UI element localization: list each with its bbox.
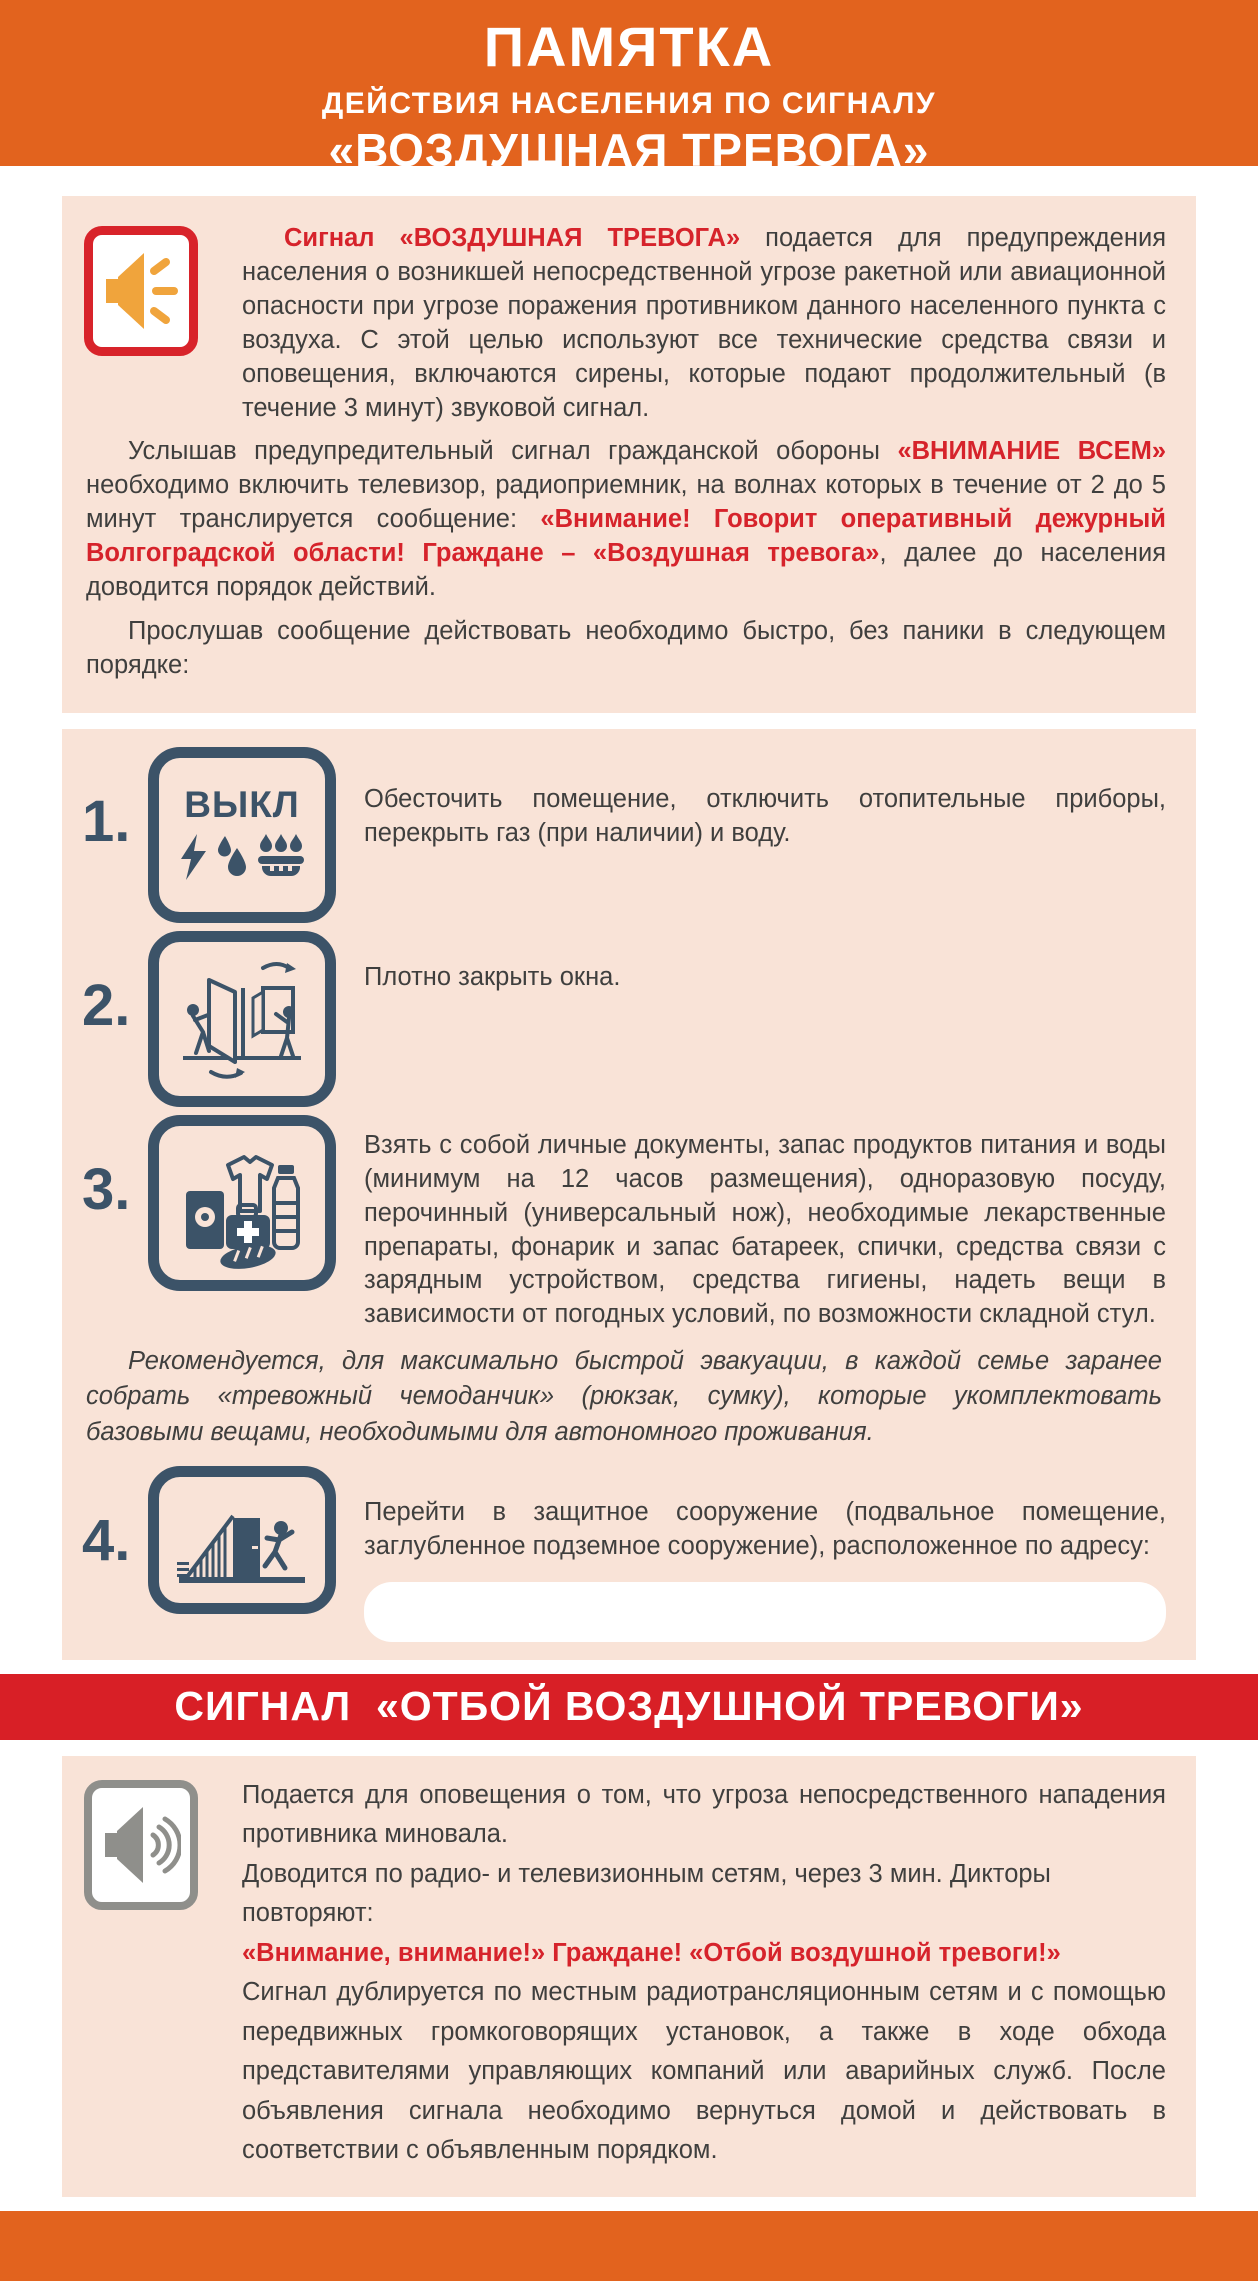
footer-strip <box>0 2211 1258 2281</box>
loudspeaker-allclear-icon <box>84 1780 198 1910</box>
step-1-row <box>82 747 1166 923</box>
go-bag-icon <box>148 1115 336 1291</box>
steps-panel <box>62 729 1196 1660</box>
go-bag-recommendation: Рекомендуется, для максимально быстрой эвакуации, в каждой семье заранее собрать «тревожный чемоданчик» (рюкзак, сумку), которые укомплектовать базовыми вещами, необходимыми для автономного проживания. <box>86 1347 1162 1446</box>
step-3-text: Взять с собой личные документы, запас продуктов питания и воды (минимум на 12 часов размещения), одноразовую посуду, перочинный (универсальный нож), необходимые лекарственные препараты, фонарик и запас батареек, спички, средства связи с зарядным устройством, средства гигиены, надеть вещи в зависимости от погодных условий, по возможности складной стул. <box>364 1130 1166 1329</box>
gas-burner-icon <box>256 834 306 885</box>
water-drop-icon <box>216 834 248 885</box>
step-1-text: Обесточить помещение, отключить отопительные приборы, перекрыть газ (при наличии) и воду. <box>364 784 1166 847</box>
signal-name-emphasis: Сигнал «ВОЗДУШНАЯ ТРЕВОГА» <box>284 224 741 252</box>
step-2-row <box>82 931 1166 1107</box>
header-subtitle: ДЕЙСТВИЯ НАСЕЛЕНИЯ ПО СИГНАЛУ <box>321 86 937 120</box>
alert-signal-panel <box>62 196 1196 713</box>
all-clear-banner <box>0 1674 1258 1740</box>
step-4-cell <box>364 1466 1166 1642</box>
shelter-address-field[interactable] <box>364 1582 1166 1642</box>
all-clear-banner-title: СИГНАЛ «ОТБОЙ ВОЗДУШНОЙ ТРЕВОГИ» <box>174 1683 1084 1730</box>
intro-paragraph-3: Прослушав сообщение действовать необходимо быстро, без паники в следующем порядке: <box>86 616 1166 679</box>
all-clear-text <box>242 1776 1166 2171</box>
step-4-text: Перейти в защитное сооружение (подвальное помещение, заглубленное подземное сооружение), расположенное по адресу: <box>364 1497 1166 1560</box>
intro-paragraph-2: Услышав предупредительный сигнал гражданской обороны «ВНИМАНИЕ ВСЕМ» необходимо включить телевизор, радиоприемник, на волнах которых в течение от 2 до 5 минут транслируется сообщение: «Внимание! Говорит оперативный дежурный Волгоградской области! Граждане – «Воздушная тревога», далее до населения доводится порядок действий. <box>86 437 1167 602</box>
shelter-icon <box>148 1466 336 1614</box>
step-4-row <box>82 1466 1166 1642</box>
lightning-icon <box>178 834 208 885</box>
power-off-icon <box>148 747 336 923</box>
all-clear-paragraph-2: Доводится по радио- и телевизионным сетям, через 3 мин. Дикторы повторяют: <box>242 1859 1051 1928</box>
power-off-label: ВЫКЛ <box>184 784 300 826</box>
loudspeaker-alert-icon <box>84 226 198 356</box>
all-clear-paragraph-1: Подается для оповещения о том, что угроза непосредственного нападения противника миновала. <box>242 1780 1166 1849</box>
all-clear-panel <box>62 1756 1196 2197</box>
all-clear-announcement: «Внимание, внимание!» Граждане! «Отбой воздушной тревоги!» <box>242 1938 1061 1967</box>
broadcast-message-emphasis: «Внимание! Говорит оперативный дежурный Волгоградской области! Граждане – «Воздушная тревога» <box>86 505 1166 568</box>
step-3-row <box>82 1115 1166 1332</box>
header-signal-name: «ВОЗДУШНАЯ ТРЕВОГА» <box>328 123 930 176</box>
step-2-number: 2. <box>82 972 131 1038</box>
step-4-number: 4. <box>82 1507 131 1573</box>
close-windows-icon <box>148 931 336 1107</box>
intro-paragraph-1: Сигнал «ВОЗДУШНАЯ ТРЕВОГА» подается для предупреждения населения о возникшей непосредственной угрозе ракетной или авиационной опасности при угрозе поражения противником данного населенного пункта с воздуха. С этой целью используют все технические средства связи и оповещения, включаются сирены, которые подают продолжительный (в течение 3 минут) звуковой сигнал. <box>242 224 1166 422</box>
step-3-number: 3. <box>82 1156 131 1222</box>
step-1-number: 1. <box>82 788 131 854</box>
page-title: ПАМЯТКА <box>483 15 775 78</box>
header-banner <box>0 0 1258 176</box>
attention-all-emphasis: «ВНИМАНИЕ ВСЕМ» <box>897 437 1166 466</box>
step-2-text: Плотно закрыть окна. <box>364 962 621 991</box>
all-clear-paragraph-3: Сигнал дублируется по местным радиотрансляционным сетям и с помощью передвижных громкоговорящих установок, а также в ходе обхода представителями управляющих компаний или аварийных служб. После объявления сигнала необходимо вернуться домой и действовать в соответствии с объявленным порядком. <box>242 1978 1166 2165</box>
